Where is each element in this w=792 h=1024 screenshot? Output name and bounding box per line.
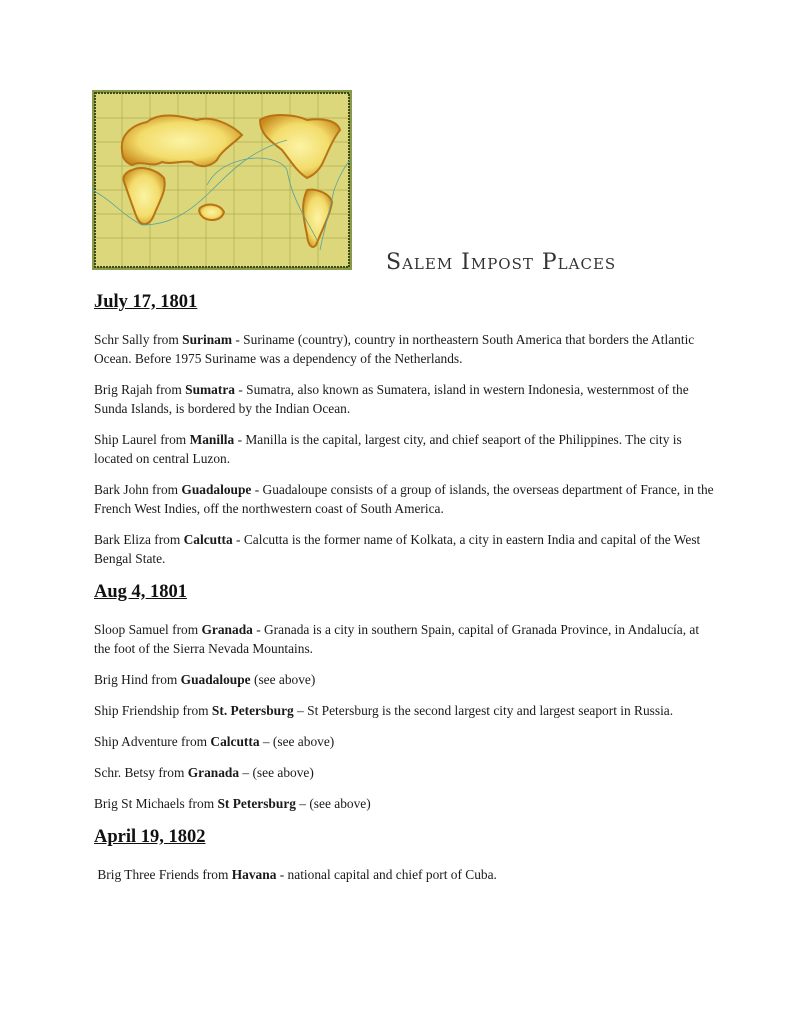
- entry-description: - Sumatra, also known as Sumatera, island in western Indonesia, westernmost of the Sunda Islands, is bordered by the Indian Ocean.: [94, 382, 689, 416]
- entry-place: Calcutta: [183, 532, 233, 547]
- list-item: [94, 732, 714, 751]
- section-april-19-1802: [94, 825, 714, 884]
- list-item: [94, 620, 714, 658]
- list-item: [94, 330, 714, 368]
- entry-description: (see above): [250, 672, 316, 687]
- entry-description: - Manilla is the capital, largest city, and chief seaport of the Philippines. The city is located on central Luzon.: [94, 432, 682, 466]
- entry-description: - national capital and chief port of Cuba.: [276, 867, 497, 882]
- list-item: [94, 670, 714, 689]
- list-item: [94, 530, 714, 568]
- section-date-heading: April 19, 1802: [94, 827, 206, 847]
- entry-place: Granada: [187, 765, 240, 780]
- list-item: [94, 430, 714, 468]
- entry-description: – (see above): [239, 765, 314, 780]
- entry-place: Havana: [231, 867, 277, 882]
- section-aug-4-1801: [94, 580, 714, 813]
- entry-vessel: Ship Friendship from: [94, 703, 212, 718]
- list-item: [94, 380, 714, 418]
- entry-description: - Guadaloupe consists of a group of islands, the overseas department of France, in the French West Indies, off the northwestern coast of South America.: [94, 482, 714, 516]
- entry-place: St. Petersburg: [211, 703, 294, 718]
- section-date-heading: Aug 4, 1801: [94, 582, 188, 602]
- section-date-heading: July 17, 1801: [94, 292, 198, 312]
- list-item: [94, 763, 714, 782]
- list-item: [94, 480, 714, 518]
- entry-description: - Suriname (country), country in northeastern South America that borders the Atlantic Ocean. Before 1975 Suriname was a dependency of the Netherlands.: [94, 332, 695, 366]
- entry-vessel: Brig Hind from: [94, 672, 181, 687]
- entry-place: Granada: [201, 622, 253, 637]
- entry-vessel: Sloop Samuel from: [94, 622, 202, 637]
- world-map-icon: [92, 90, 352, 270]
- entry-place: Guadaloupe: [181, 482, 252, 497]
- entry-vessel: Schr Sally from: [94, 332, 183, 347]
- entry-place: Calcutta: [210, 734, 260, 749]
- entry-vessel: Brig Three Friends from: [94, 867, 232, 882]
- entry-place: Guadaloupe: [180, 672, 251, 687]
- page-title: Salem Impost Places: [386, 250, 617, 275]
- entry-vessel: Schr. Betsy from: [94, 765, 188, 780]
- list-item: [94, 794, 714, 813]
- list-item: [94, 701, 714, 720]
- entry-vessel: Bark Eliza from: [94, 532, 184, 547]
- entry-description: – (see above): [295, 796, 371, 811]
- entry-description: - Calcutta is the former name of Kolkata, a city in eastern India and capital of the West Bengal State.: [94, 532, 701, 566]
- world-map-image: [92, 90, 352, 270]
- entry-place: Sumatra: [185, 382, 235, 397]
- entry-vessel: Ship Adventure from: [94, 734, 211, 749]
- entry-vessel: Bark John from: [94, 482, 182, 497]
- entry-description: – (see above): [259, 734, 335, 749]
- entry-vessel: Brig Rajah from: [94, 382, 186, 397]
- document-body: [94, 290, 714, 896]
- entry-vessel: Brig St Michaels from: [94, 796, 218, 811]
- entry-place: Surinam: [182, 332, 233, 347]
- entry-place: Manilla: [189, 432, 235, 447]
- entry-description: - Granada is a city in southern Spain, capital of Granada Province, in Andalucía, at the foot of the Sierra Nevada Mountains.: [94, 622, 700, 656]
- entry-description: – St Petersburg is the second largest city and largest seaport in Russia.: [293, 703, 674, 718]
- list-item: [94, 865, 714, 884]
- entry-place: St Petersburg: [217, 796, 296, 811]
- entry-vessel: Ship Laurel from: [94, 432, 190, 447]
- section-july-17-1801: [94, 290, 714, 568]
